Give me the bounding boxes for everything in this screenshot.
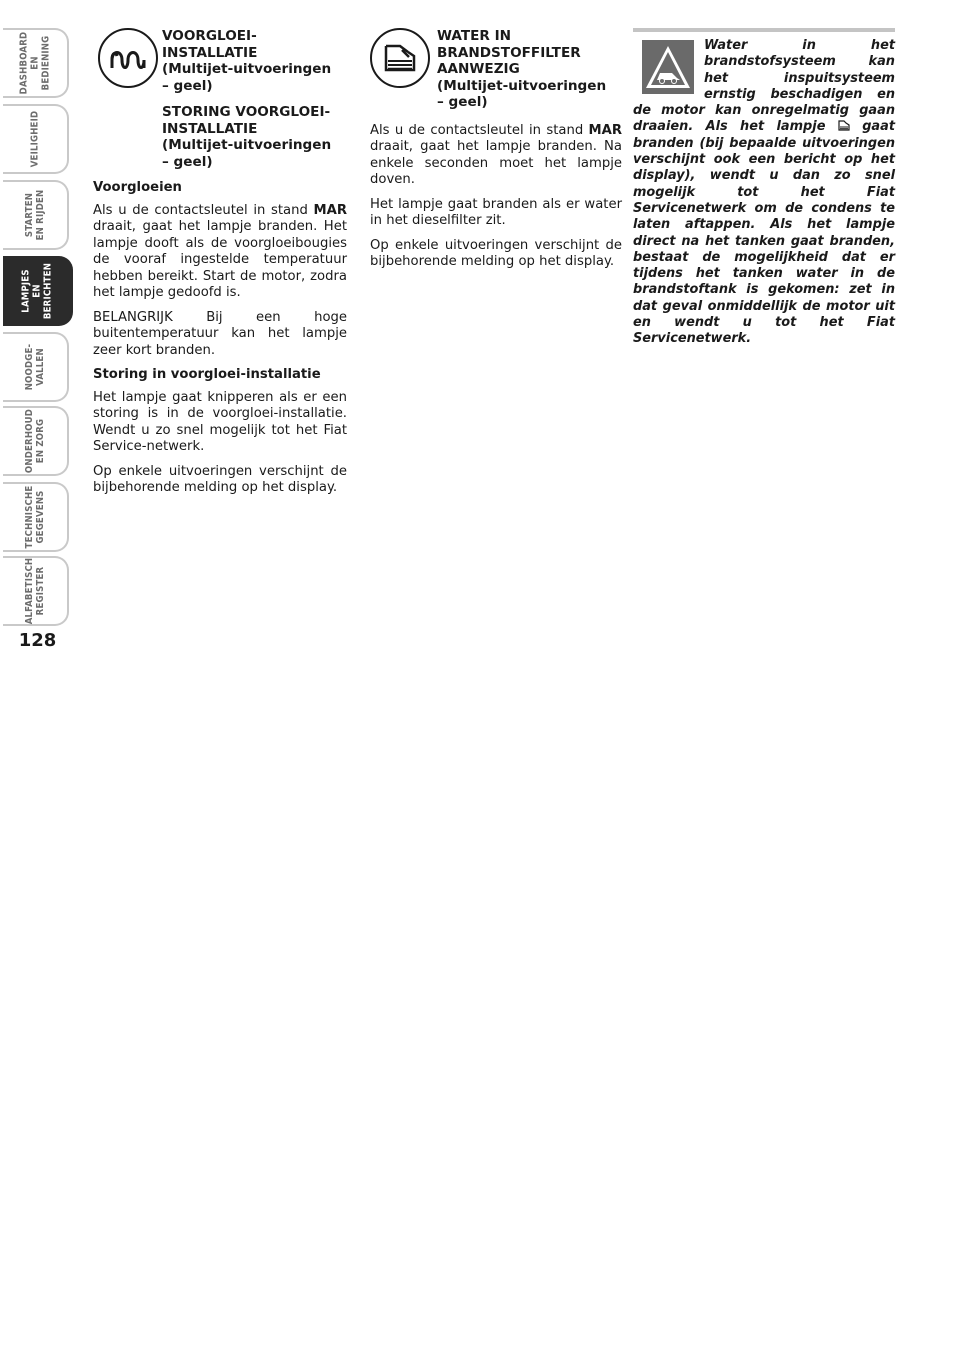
water-in-fuel-filter-icon (370, 28, 430, 88)
paragraph-mar (370, 123, 622, 189)
tab-label: NOODGE- (24, 343, 35, 391)
warning-box (633, 28, 895, 348)
heading-line: – geel) (162, 77, 213, 94)
heading-water-in-filter (437, 28, 622, 111)
heading-voorgloei (162, 28, 347, 94)
tab-label: TECHNISCHE (24, 485, 35, 549)
tab-label: STARTEN (24, 192, 35, 238)
paragraph-storing: Het lampje gaat knipperen als er een storing is in de voorgloei-installatie. Wendt u zo snel mogelijk tot het Fiat Service-netwerk. (93, 389, 347, 454)
tab-label: ALFABETISCH (24, 557, 35, 625)
water-in-fuel-filter-icon (838, 120, 850, 131)
tab-onderhoud[interactable] (3, 406, 69, 476)
tab-label: EN BERICHTEN (31, 262, 54, 320)
heading-line: VOORGLOEI- (162, 28, 257, 44)
warning-triangle-car-icon (642, 40, 694, 94)
tab-noodgevallen[interactable] (3, 332, 69, 402)
heading-line: (Multijet-uitvoeringen (437, 77, 607, 94)
glow-plug-icon (98, 28, 158, 88)
text: Water in het brandstofsysteem kan het inspuitsysteem ernstig beschadigen en de motor kan onregelmatig gaan draaien. Als het lampje (633, 38, 895, 135)
paragraph-belangrijk: BELANGRIJK Bij een hoge buitentemperatuur kan het lampje zeer kort branden. (93, 309, 347, 358)
paragraph-water: Het lampje gaat branden als er water in het dieselfilter zit. (370, 196, 622, 228)
section-title-voorgloeien: Voorgloeien (93, 180, 182, 195)
section-title-storing: Storing in voorgloei-installatie (93, 367, 321, 382)
tab-label: EN RIJDEN (35, 189, 46, 241)
column-water-in-filter (370, 28, 622, 279)
tab-alfabetisch-register[interactable] (3, 556, 69, 626)
heading-line: INSTALLATIE (162, 44, 258, 61)
text: draait, gaat het lampje branden. Het lampje dooft als de voorgloeibougies de vooraf ingestelde temperatuur hebben bereikt. Start de motor, zodra het lampje gedoofd is. (93, 219, 347, 300)
heading-line: BRANDSTOFFILTER (437, 44, 581, 61)
text: gaat branden (bij bepaalde uitvoeringen verschijnt ook een bericht op het display), wendt u dan zo snel mogelijk tot het Fiat Servicenetwerk om de condens te laten aftappen. Als het lampje direct na het tanken gaat branden, bestaat de mogelijkheid dat er tijdens het tanken water in de brandstoftank is gekomen: zet in dat geval onmiddellijk de motor uit en wendt u tot het Fiat Servicenetwerk. (633, 119, 895, 347)
heading-line: STORING VOORGLOEI- (162, 104, 331, 120)
heading-line: (Multijet-uitvoeringen (162, 61, 332, 77)
tab-dashboard[interactable] (3, 28, 69, 98)
tab-label: DASHBOARD (18, 31, 30, 95)
tab-lampjes[interactable] (3, 256, 73, 326)
tab-label: VALLEN (35, 348, 46, 386)
column-warning (633, 28, 895, 348)
text: Als u de contactsleutel in stand (370, 122, 589, 138)
heading-line: (Multijet-uitvoeringen (162, 137, 332, 153)
heading-line: – geel) (162, 153, 213, 170)
tab-label: LAMPJES (20, 269, 32, 313)
heading-storing-voorgloei (162, 104, 347, 170)
heading-line: AANWEZIG (437, 61, 520, 77)
tab-technische-gegevens[interactable] (3, 482, 69, 552)
tab-label: GEGEVENS (35, 490, 46, 544)
tab-starten[interactable] (3, 180, 69, 250)
tab-veiligheid[interactable] (3, 104, 69, 174)
text: draait, gaat het lampje branden. Na enkele seconden moet het lampje doven. (370, 139, 622, 187)
column-glow-plug (93, 28, 347, 505)
heading-line: – geel) (437, 94, 488, 110)
text: Als u de contactsleutel in stand (93, 202, 314, 218)
heading-line: INSTALLATIE (162, 120, 258, 137)
text-bold: MAR (313, 202, 347, 218)
tab-label: ONDERHOUD (24, 408, 35, 474)
tab-label: EN ZORG (35, 418, 46, 464)
heading-line: WATER IN (437, 28, 512, 44)
tab-label: REGISTER (35, 566, 46, 616)
paragraph-voorgloeien (93, 203, 347, 302)
paragraph-display: Op enkele uitvoeringen verschijnt de bijbehorende melding op het display. (93, 463, 347, 495)
page-number: 128 (18, 630, 57, 651)
tab-label: VEILIGHEID (29, 110, 41, 168)
text-bold: MAR (588, 122, 622, 138)
tab-label: EN BEDIENING (29, 35, 52, 91)
paragraph-display: Op enkele uitvoeringen verschijnt de bijbehorende melding op het display. (370, 237, 622, 269)
